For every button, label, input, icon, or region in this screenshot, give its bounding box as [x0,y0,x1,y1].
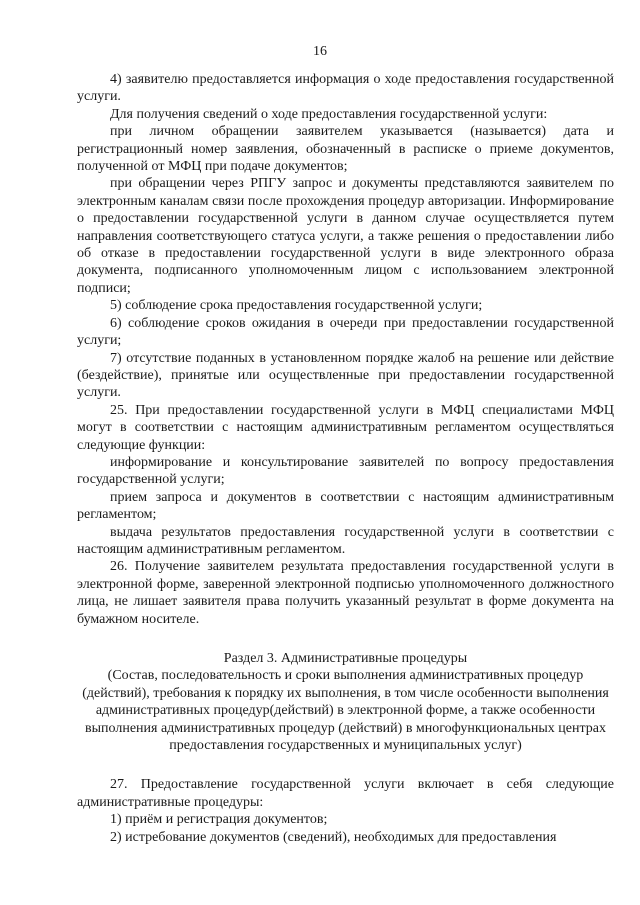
paragraph: 26. Получение заявителем результата предоставления государственной услуги в электронной форме, заверенной электронной подписью уполномоченного должностного лица, не лишает заявителя права получить указанный результат в форме документа на бумажном носителе. [77,559,614,627]
paragraph: информирование и консультирование заявителей по вопросу предоставления государственной услуги; [77,454,614,488]
section-heading: Раздел 3. Административные процедуры [223,651,468,666]
paragraph: 5) соблюдение срока предоставления государственной услуги; [110,298,483,314]
section-subheading: (Состав, последовательность и сроки выполнения административных процедур (действий), требования к порядку их выполнения, в том числе особенности выполнения административных процедур(действий) в электронной форме, а также особенности выполнения административных процедур (действий) в многофункциональных центрах предоставления государственных и муниципальных услуг) [82,668,609,754]
page-number: 16 [313,44,327,59]
section-spacer [77,628,614,650]
paragraph: 25. При предоставлении государственной услуги в МФЦ специалистами МФЦ могут в соответствии с настоящим административным регламентом осуществляться следующие функции: [77,402,614,453]
section-spacer [77,754,614,776]
paragraph: Для получения сведений о ходе предоставления государственной услуги: [110,106,548,122]
paragraph: 1) приём и регистрация документов; [110,812,328,828]
paragraph: 27. Предоставление государственной услуги включает в себя следующие административные процедуры: [77,777,614,810]
paragraph: 4) заявителю предоставляется информация о ходе предоставления государственной услуги. [77,72,614,105]
paragraph: выдача результатов предоставления государственной услуги в соответствии с настоящим административным регламентом. [77,524,614,557]
paragraph: при личном обращении заявителем указывается (называется) дата и регистрационный номер заявления, обозначенный в расписке о приеме документов, полученной от МФЦ при подаче документов; [77,124,614,175]
paragraph: прием запроса и документов в соответствии с настоящим административным регламентом; [77,489,614,523]
paragraph: 2) истребование документов (сведений), необходимых для предоставления [110,829,557,845]
paragraph: при обращении через РПГУ запрос и документы представляются заявителем по электронным каналам связи после прохождения процедур авторизации. Информирование о предоставлении государственной услуги в данном случае осуществляется путем направления соответствующего статуса услуги, а также решения о предоставлении либо об отказе в предоставлении государственной услуги в виде электронного образа документа, подписанного уполномоченным лицом с использованием электронной подписи; [77,176,614,296]
document-body [77,71,614,846]
paragraph: 7) отсутствие поданных в установленном порядке жалоб на решение или действие (бездействие), принятые или осуществленные при предоставлении государственной услуги. [77,350,614,401]
paragraph: 6) соблюдение сроков ожидания в очереди при предоставлении государственной услуги; [77,315,614,349]
